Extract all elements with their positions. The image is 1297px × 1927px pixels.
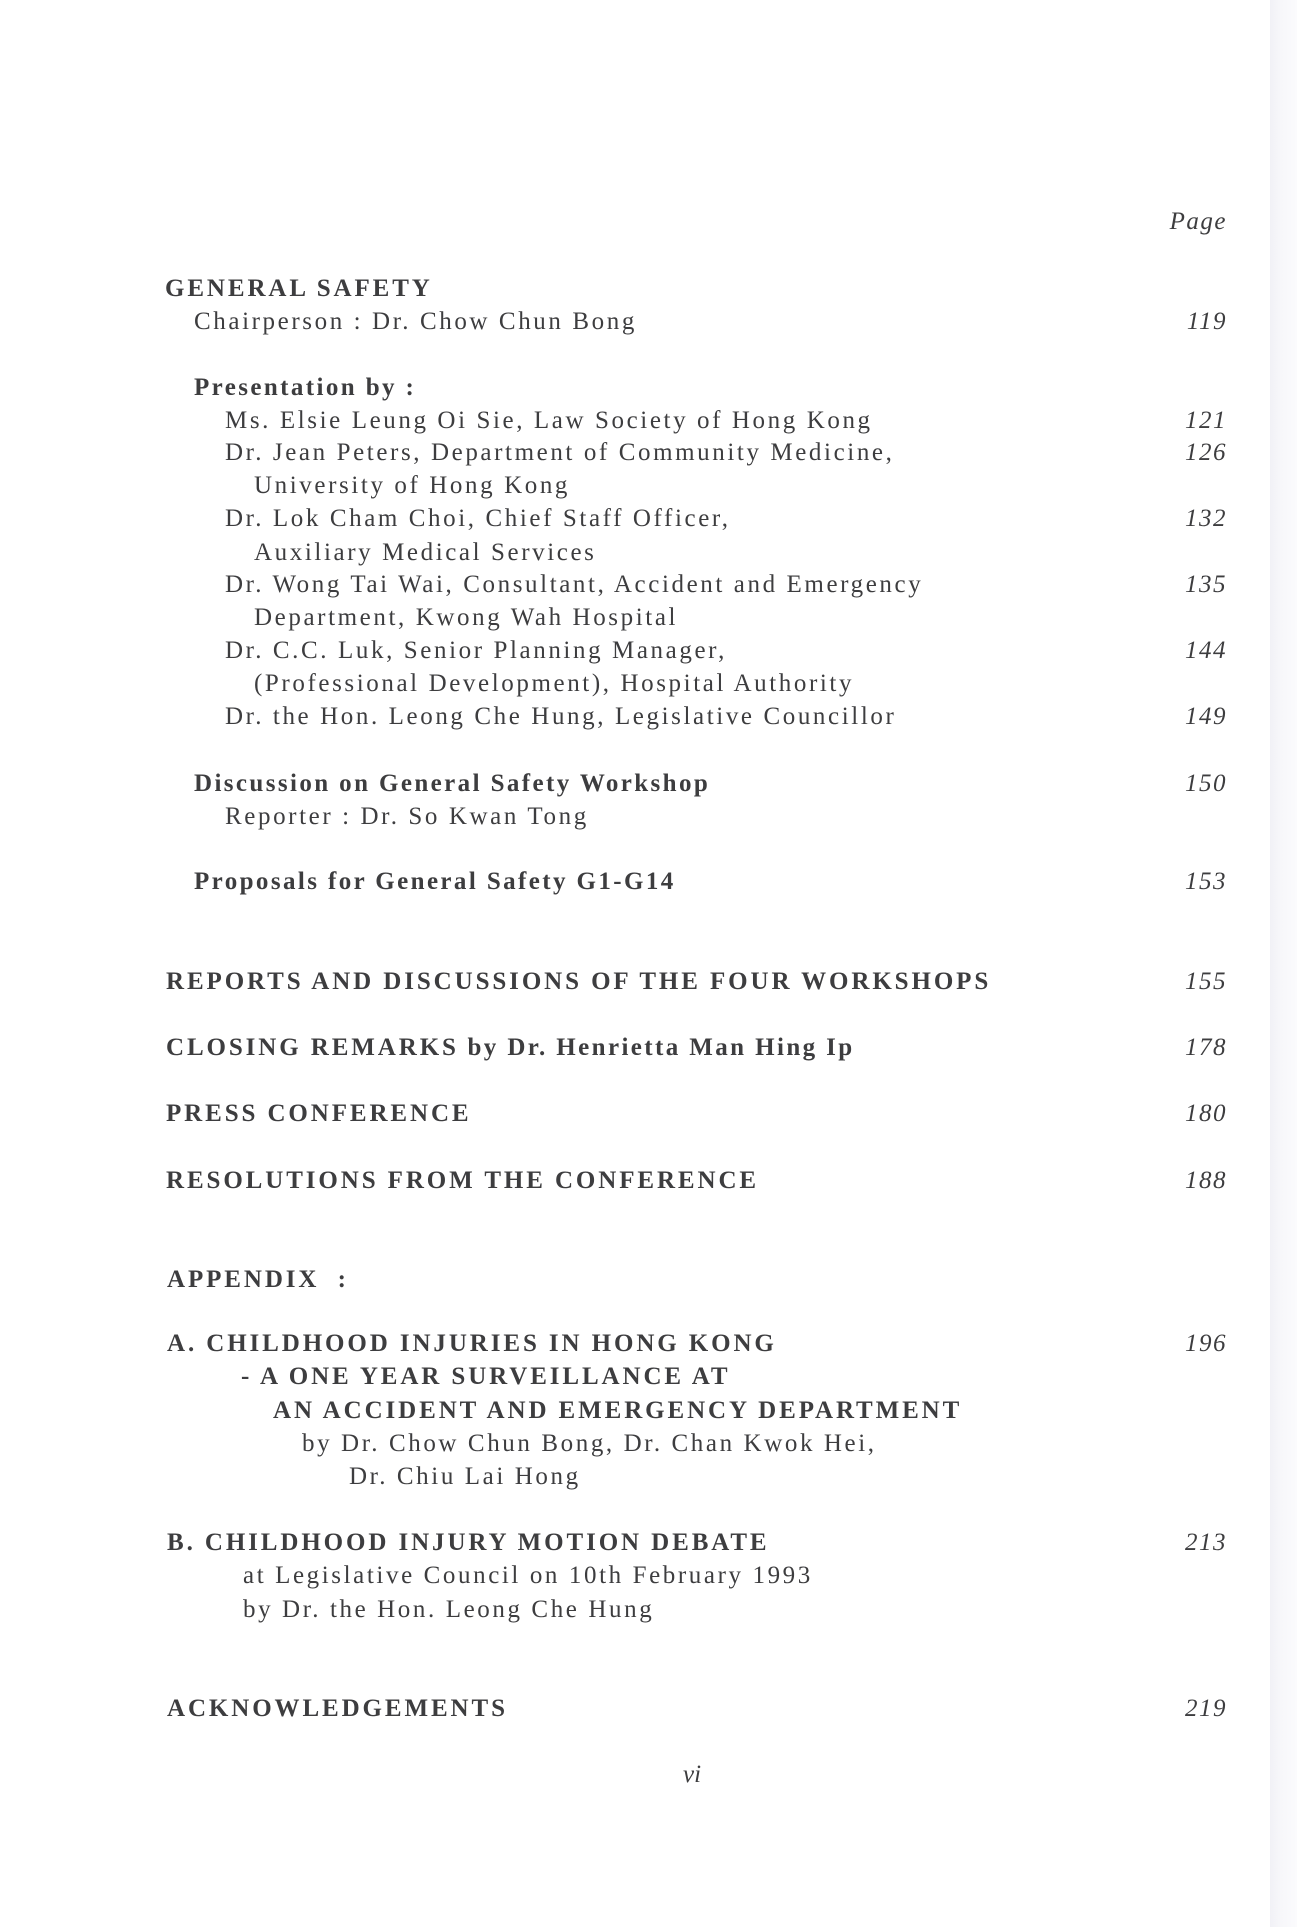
page-number: 144 xyxy=(1185,637,1227,664)
section-closing-remarks[interactable] xyxy=(166,1033,855,1063)
page-number: 196 xyxy=(1185,1330,1227,1357)
toc-entry[interactable]: Dr. C.C. Luk, Senior Planning Manager, xyxy=(225,637,727,664)
page-number: 119 xyxy=(1186,308,1227,335)
closing-remarks-title: CLOSING REMARKS xyxy=(166,1034,459,1061)
page-number: 213 xyxy=(1185,1529,1227,1556)
appendix-a-authors: Dr. Chiu Lai Hong xyxy=(349,1463,581,1490)
section-reports-and-discussions[interactable]: REPORTS AND DISCUSSIONS OF THE FOUR WORKSHOPS xyxy=(166,968,992,995)
toc-entry[interactable]: Ms. Elsie Leung Oi Sie, Law Society of Hong Kong xyxy=(225,407,873,434)
page-number: 178 xyxy=(1185,1034,1227,1061)
section-resolutions[interactable]: RESOLUTIONS FROM THE CONFERENCE xyxy=(166,1167,759,1194)
appendix-b-subtitle: at Legislative Council on 10th February 1993 xyxy=(243,1562,813,1589)
section-press-conference[interactable]: PRESS CONFERENCE xyxy=(166,1100,472,1127)
toc-entry-continuation: Department, Kwong Wah Hospital xyxy=(254,604,679,631)
page-number: 126 xyxy=(1185,439,1227,466)
appendix-a-authors: by Dr. Chow Chun Bong, Dr. Chan Kwok Hei, xyxy=(302,1430,877,1457)
toc-entry-continuation: (Professional Development), Hospital Authority xyxy=(254,670,855,697)
toc-entry-continuation: University of Hong Kong xyxy=(254,472,571,499)
presentation-heading: Presentation by : xyxy=(194,374,417,401)
toc-entry[interactable]: Dr. Lok Cham Choi, Chief Staff Officer, xyxy=(225,505,731,532)
page-number: 219 xyxy=(1185,1695,1227,1722)
toc-entry-continuation: Auxiliary Medical Services xyxy=(254,539,597,566)
page-number: 132 xyxy=(1185,505,1227,532)
page-number: 188 xyxy=(1185,1167,1227,1194)
chairperson-entry[interactable]: Chairperson : Dr. Chow Chun Bong xyxy=(194,308,637,335)
appendix-b-author: by Dr. the Hon. Leong Che Hung xyxy=(243,1596,655,1623)
page-edge-shadow xyxy=(1270,0,1297,1927)
page-folio: vi xyxy=(683,1761,702,1788)
page-number: 150 xyxy=(1185,770,1227,797)
page-number: 155 xyxy=(1185,968,1227,995)
page-number: 121 xyxy=(1185,407,1227,434)
page-number: 135 xyxy=(1185,571,1227,598)
appendix-a-title[interactable]: A. CHILDHOOD INJURIES IN HONG KONG xyxy=(167,1330,777,1357)
closing-remarks-speaker: by Dr. Henrietta Man Hing Ip xyxy=(458,1034,855,1061)
page-number: 180 xyxy=(1185,1100,1227,1127)
section-acknowledgements[interactable]: ACKNOWLEDGEMENTS xyxy=(167,1695,508,1722)
toc-entry[interactable]: Dr. the Hon. Leong Che Hung, Legislative Councillor xyxy=(225,703,897,730)
toc-entry[interactable]: Dr. Jean Peters, Department of Community Medicine, xyxy=(225,439,895,466)
reporter-line: Reporter : Dr. So Kwan Tong xyxy=(225,803,589,830)
appendix-heading: APPENDIX : xyxy=(167,1266,349,1293)
toc-entry[interactable]: Dr. Wong Tai Wai, Consultant, Accident and Emergency xyxy=(225,571,924,598)
page-column-header: Page xyxy=(1169,208,1227,235)
section-title-general-safety: GENERAL SAFETY xyxy=(165,275,433,302)
appendix-a-subtitle: - A ONE YEAR SURVEILLANCE AT xyxy=(241,1363,731,1390)
proposals-entry[interactable]: Proposals for General Safety G1-G14 xyxy=(194,868,676,895)
appendix-b-title[interactable]: B. CHILDHOOD INJURY MOTION DEBATE xyxy=(167,1529,770,1556)
page-number: 149 xyxy=(1185,703,1227,730)
discussion-entry[interactable]: Discussion on General Safety Workshop xyxy=(194,770,711,797)
appendix-a-subtitle: AN ACCIDENT AND EMERGENCY DEPARTMENT xyxy=(273,1397,963,1424)
page-number: 153 xyxy=(1185,868,1227,895)
